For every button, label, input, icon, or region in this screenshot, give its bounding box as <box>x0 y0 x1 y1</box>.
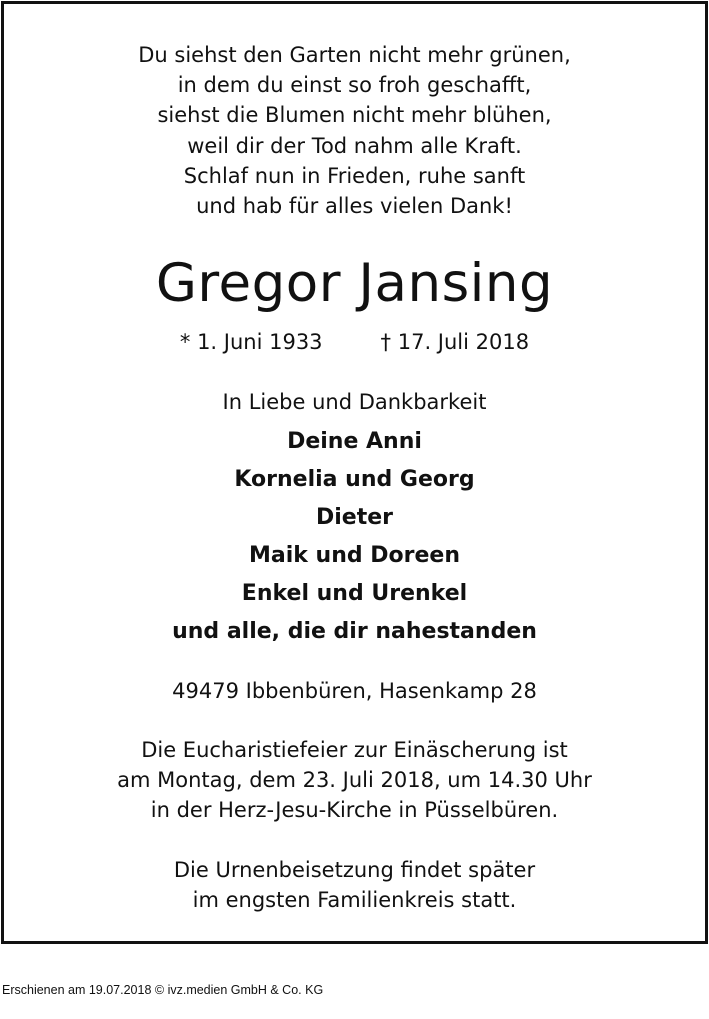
poem-line: in dem du einst so froh geschafft, <box>177 73 532 98</box>
mourner-line: Kornelia und Georg <box>234 467 475 492</box>
burial-line: Die Urnenbeisetzung findet später <box>173 858 536 882</box>
family-address: 49479 Ibbenbüren, Hasenkamp 28 <box>172 679 537 703</box>
burial-line: im engsten Familienkreis statt. <box>192 888 517 912</box>
mourner-line: Maik und Doreen <box>248 543 461 568</box>
mourner-line: und alle, die dir nahestanden <box>172 619 537 644</box>
poem-line: weil dir der Tod nahm alle Kraft. <box>187 133 522 158</box>
death-date: † 17. Juli 2018 <box>380 330 530 354</box>
burial-details <box>4 855 705 915</box>
poem-line: Schlaf nun in Frieden, ruhe sanft <box>183 163 526 188</box>
service-line: am Montag, dem 23. Juli 2018, um 14.30 Uhr <box>117 768 592 792</box>
mourners-list <box>4 423 705 651</box>
poem-line: und hab für alles vielen Dank! <box>196 194 513 219</box>
obituary-notice <box>1 1 708 944</box>
service-line: in der Herz-Jesu-Kirche in Püsselbüren. <box>150 798 559 822</box>
birth-date: * 1. Juni 1933 <box>179 330 323 354</box>
life-dates <box>4 327 705 357</box>
publication-footer: Erschienen am 19.07.2018 © ivz.medien GmbH & Co. KG <box>2 983 324 997</box>
mourner-line: Deine Anni <box>287 429 422 454</box>
mourners-intro: In Liebe und Dankbarkeit <box>222 390 487 414</box>
service-details <box>4 735 705 825</box>
poem-line: Du siehst den Garten nicht mehr grünen, <box>138 43 571 67</box>
memorial-poem <box>4 40 705 221</box>
poem-line: siehst die Blumen nicht mehr blühen, <box>157 103 552 128</box>
mourner-line: Dieter <box>315 505 393 530</box>
mourner-line: Enkel und Urenkel <box>241 581 468 606</box>
deceased-name: Gregor Jansing <box>155 253 554 314</box>
service-line: Die Eucharistiefeier zur Einäscherung ist <box>141 738 568 762</box>
